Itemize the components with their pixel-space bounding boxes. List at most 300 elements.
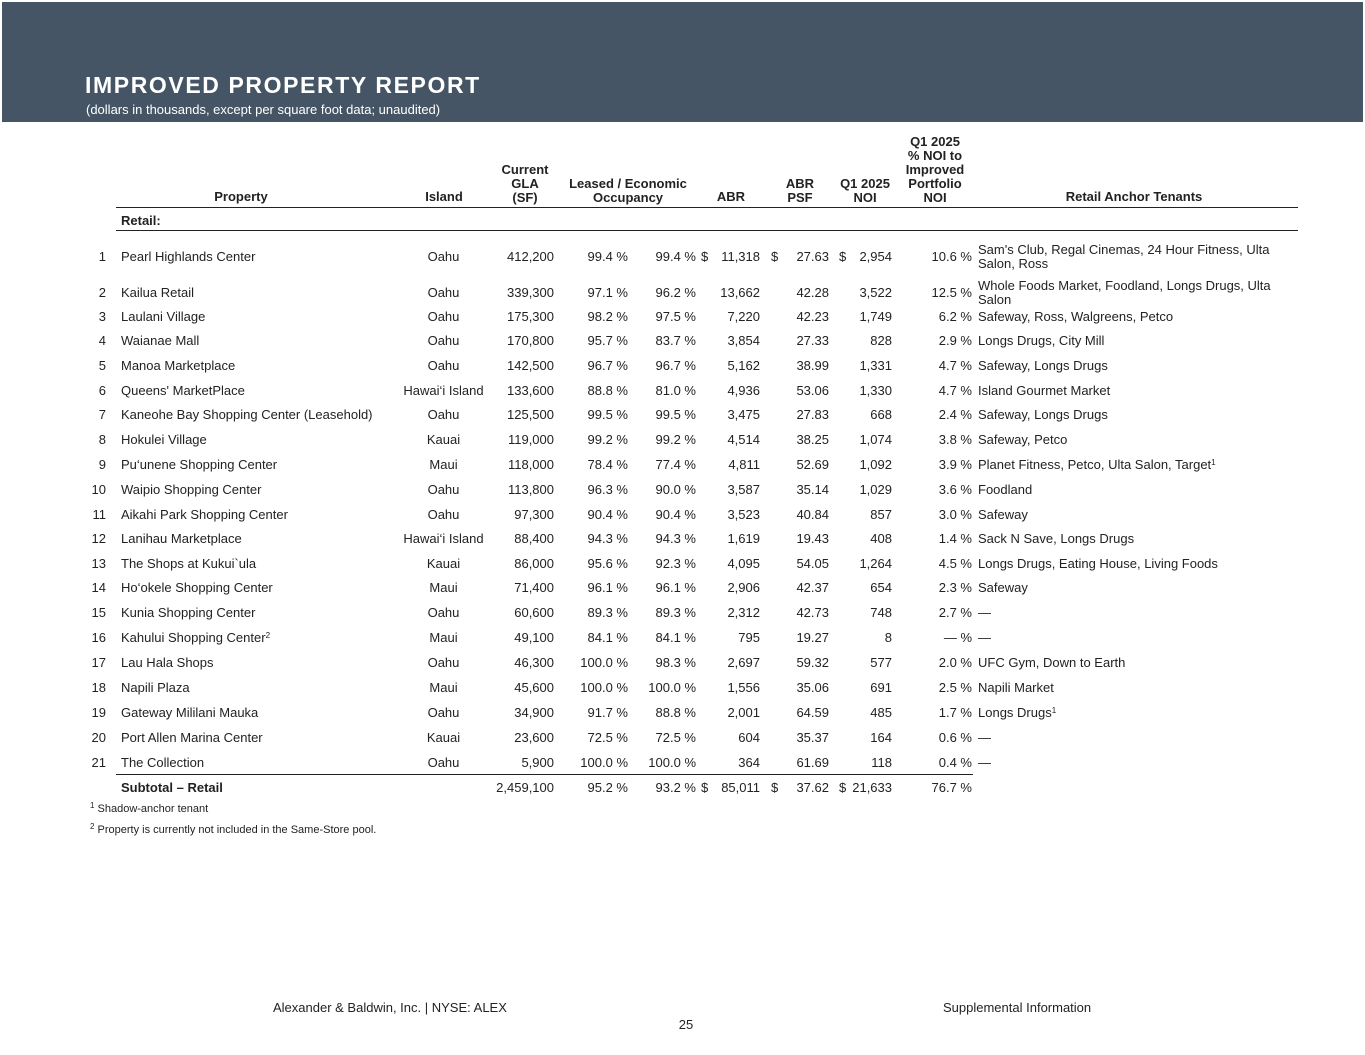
island-text: Oahu bbox=[427, 755, 460, 770]
row-number-text: 13 bbox=[91, 556, 106, 571]
header-abr-psf-line: ABR bbox=[785, 176, 815, 191]
noi-text: 577 bbox=[870, 655, 892, 670]
noi bbox=[846, 656, 892, 670]
economic-occupancy bbox=[630, 756, 696, 770]
economic-occupancy-text: 89.3 % bbox=[655, 605, 696, 620]
property-name bbox=[121, 310, 205, 324]
table-row bbox=[0, 756, 1365, 780]
leased-occupancy-text: 97.1 % bbox=[587, 285, 628, 300]
property-name bbox=[121, 706, 258, 720]
anchor-tenants bbox=[978, 656, 1296, 670]
anchor-tenants bbox=[978, 581, 1296, 595]
row-number bbox=[70, 756, 106, 770]
anchor-tenants-text: — bbox=[978, 755, 991, 770]
island-text: Maui bbox=[429, 630, 458, 645]
pct-noi bbox=[896, 508, 972, 522]
leased-occupancy-text: 99.4 % bbox=[587, 249, 628, 264]
noi-text: 485 bbox=[870, 705, 892, 720]
abr-text: 4,811 bbox=[728, 457, 760, 472]
gla bbox=[486, 458, 554, 472]
economic-occupancy bbox=[630, 334, 696, 348]
leased-occupancy-text: 94.3 % bbox=[587, 531, 628, 546]
pct-noi-text: 2.3 % bbox=[938, 580, 972, 595]
abr bbox=[708, 581, 760, 595]
island bbox=[396, 359, 491, 373]
gla bbox=[486, 508, 554, 522]
row-number bbox=[70, 433, 106, 447]
economic-occupancy bbox=[630, 532, 696, 546]
island bbox=[396, 681, 491, 695]
subtotal-abr: 85,011 bbox=[721, 780, 760, 795]
abr-text: 4,936 bbox=[727, 383, 760, 398]
anchor-tenants-text: — bbox=[978, 630, 991, 645]
property-name bbox=[121, 557, 256, 571]
leased-occupancy bbox=[560, 532, 628, 546]
property-name bbox=[121, 250, 255, 264]
anchor-tenants bbox=[978, 433, 1296, 447]
property-name-text: Queens' MarketPlace bbox=[121, 383, 245, 398]
abr-text: 1,556 bbox=[727, 680, 760, 695]
abr-psf-text: 38.25 bbox=[796, 432, 829, 447]
economic-occupancy-text: 98.3 % bbox=[655, 655, 696, 670]
table-row bbox=[0, 483, 1365, 507]
leased-occupancy-text: 96.3 % bbox=[587, 482, 628, 497]
noi bbox=[846, 508, 892, 522]
table-row bbox=[0, 384, 1365, 408]
abr-psf bbox=[778, 334, 829, 348]
gla-text: 170,800 bbox=[507, 333, 554, 348]
noi-text: 828 bbox=[870, 333, 892, 348]
property-name-text: Laulani Village bbox=[121, 309, 206, 324]
abr bbox=[708, 631, 760, 645]
gla bbox=[486, 384, 554, 398]
noi-dollar-text: $ bbox=[839, 249, 847, 264]
leased-occupancy bbox=[560, 250, 628, 264]
row-number-text: 17 bbox=[91, 655, 106, 670]
economic-occupancy bbox=[630, 631, 696, 645]
row-number bbox=[70, 731, 106, 745]
pct-noi-text: 4.7 % bbox=[938, 383, 972, 398]
pct-noi bbox=[896, 310, 972, 324]
property-name bbox=[121, 508, 288, 522]
abr-psf bbox=[778, 681, 829, 695]
island bbox=[396, 508, 491, 522]
abr-psf-text: 19.43 bbox=[796, 531, 829, 546]
island-text: Kauai bbox=[426, 556, 461, 571]
pct-noi bbox=[896, 681, 972, 695]
gla bbox=[486, 706, 554, 720]
leased-occupancy bbox=[560, 359, 628, 373]
abr bbox=[708, 458, 760, 472]
footnote-reference: 1 bbox=[1211, 458, 1216, 467]
row-number-text: 3 bbox=[98, 309, 106, 324]
island bbox=[396, 731, 491, 745]
leased-occupancy-text: 78.4 % bbox=[587, 457, 628, 472]
noi-text: 1,074 bbox=[859, 432, 892, 447]
row-number bbox=[70, 681, 106, 695]
noi bbox=[846, 334, 892, 348]
noi bbox=[846, 433, 892, 447]
abr-psf bbox=[778, 731, 829, 745]
table-row bbox=[0, 458, 1365, 482]
pct-noi-text: 0.6 % bbox=[938, 730, 972, 745]
pct-noi bbox=[896, 458, 972, 472]
gla-text: 23,600 bbox=[514, 730, 554, 745]
economic-occupancy bbox=[630, 606, 696, 620]
abr-text: 2,906 bbox=[727, 580, 760, 595]
noi-text: 691 bbox=[870, 680, 892, 695]
abr-psf-text: 27.83 bbox=[796, 407, 829, 422]
header-occupancy-line: Leased / Economic bbox=[569, 176, 687, 191]
anchor-tenants-text: — bbox=[978, 730, 991, 745]
abr-psf bbox=[778, 706, 829, 720]
gla bbox=[486, 756, 554, 770]
noi bbox=[846, 706, 892, 720]
abr-psf bbox=[778, 433, 829, 447]
anchor-tenants-text: Safeway, Petco bbox=[978, 432, 1068, 447]
noi-text: 668 bbox=[870, 407, 892, 422]
table-row bbox=[0, 581, 1365, 605]
leased-occupancy bbox=[560, 408, 628, 422]
leased-occupancy-text: 99.5 % bbox=[587, 407, 628, 422]
property-name bbox=[121, 483, 261, 497]
noi bbox=[846, 310, 892, 324]
leased-occupancy-text: 99.2 % bbox=[587, 432, 628, 447]
gla-text: 45,600 bbox=[514, 680, 554, 695]
abr bbox=[708, 286, 760, 300]
row-number-text: 2 bbox=[98, 285, 106, 300]
economic-occupancy-text: 92.3 % bbox=[655, 556, 696, 571]
leased-occupancy bbox=[560, 458, 628, 472]
anchor-tenants-text: Safeway bbox=[978, 580, 1028, 595]
table-row bbox=[0, 359, 1365, 383]
gla bbox=[486, 532, 554, 546]
leased-occupancy bbox=[560, 483, 628, 497]
anchor-tenants-text: Safeway, Longs Drugs bbox=[978, 407, 1108, 422]
pct-noi-text: 2.9 % bbox=[938, 333, 972, 348]
economic-occupancy-text: 99.2 % bbox=[655, 432, 696, 447]
island-text: Kauai bbox=[426, 730, 461, 745]
table-row bbox=[0, 731, 1365, 755]
gla bbox=[486, 557, 554, 571]
subtotal-row bbox=[0, 781, 1365, 805]
leased-occupancy bbox=[560, 557, 628, 571]
pct-noi-text: 3.6 % bbox=[938, 482, 972, 497]
header-noi-line: Q1 2025 bbox=[840, 176, 890, 191]
pct-noi-text: 10.6 % bbox=[931, 249, 972, 264]
abr bbox=[708, 606, 760, 620]
property-name bbox=[121, 606, 255, 620]
property-name-text: Port Allen Marina Center bbox=[121, 730, 263, 745]
row-number-text: 6 bbox=[98, 383, 106, 398]
noi bbox=[846, 557, 892, 571]
noi bbox=[846, 359, 892, 373]
economic-occupancy-text: 94.3 % bbox=[655, 531, 696, 546]
abr-text: 3,854 bbox=[727, 333, 760, 348]
abr-psf bbox=[778, 483, 829, 497]
abr bbox=[708, 756, 760, 770]
pct-noi-text: 3.8 % bbox=[938, 432, 972, 447]
abr-psf-text: 40.84 bbox=[796, 507, 829, 522]
leased-occupancy bbox=[560, 508, 628, 522]
footnote-reference: 1 bbox=[1051, 706, 1057, 715]
gla bbox=[486, 359, 554, 373]
abr bbox=[708, 557, 760, 571]
leased-occupancy-text: 98.2 % bbox=[587, 309, 628, 324]
row-number-text: 9 bbox=[98, 457, 106, 472]
gla-text: 119,000 bbox=[507, 432, 554, 447]
noi-text: 8 bbox=[884, 630, 892, 645]
abr-psf bbox=[778, 250, 829, 264]
table-row bbox=[0, 631, 1365, 655]
gla-text: 175,300 bbox=[507, 309, 554, 324]
island-text: Kauai bbox=[426, 432, 461, 447]
abr-psf-text: 64.59 bbox=[796, 705, 829, 720]
gla-text: 125,500 bbox=[507, 407, 554, 422]
gla-text: 71,400 bbox=[514, 580, 554, 595]
noi bbox=[846, 631, 892, 645]
abr-psf-text: 35.06 bbox=[796, 680, 829, 695]
property-name bbox=[121, 384, 245, 398]
abr bbox=[708, 334, 760, 348]
subtotal-label: Subtotal – Retail bbox=[121, 780, 223, 795]
anchor-tenants-text: Longs Drugs bbox=[978, 705, 1052, 720]
abr bbox=[708, 681, 760, 695]
row-number bbox=[70, 508, 106, 522]
abr-psf-text: 42.28 bbox=[796, 285, 829, 300]
anchor-tenants bbox=[978, 557, 1296, 571]
island bbox=[396, 606, 491, 620]
header-abr-psf bbox=[776, 177, 824, 205]
abr bbox=[708, 359, 760, 373]
island bbox=[396, 433, 491, 447]
abr-text: 2,001 bbox=[727, 705, 760, 720]
footnote-mark: 1 bbox=[90, 801, 95, 810]
row-number bbox=[70, 384, 106, 398]
table-row bbox=[0, 557, 1365, 581]
anchor-tenants bbox=[978, 243, 1296, 271]
property-name-text: Waianae Mall bbox=[121, 333, 200, 348]
gla-text: 49,100 bbox=[514, 630, 554, 645]
property-name-text: Ho‘okele Shopping Center bbox=[121, 580, 273, 595]
economic-occupancy-text: 90.4 % bbox=[655, 507, 696, 522]
abr-psf-text: 27.33 bbox=[796, 333, 829, 348]
property-name-text: Kaneohe Bay Shopping Center (Leasehold) bbox=[121, 407, 373, 422]
row-number bbox=[70, 581, 106, 595]
pct-noi-text: 6.2 % bbox=[938, 309, 972, 324]
gla bbox=[486, 334, 554, 348]
gla-text: 60,600 bbox=[514, 605, 554, 620]
row-number bbox=[70, 483, 106, 497]
row-number-text: 19 bbox=[91, 705, 106, 720]
subtotal-divider bbox=[116, 774, 973, 775]
island bbox=[396, 250, 491, 264]
property-name bbox=[121, 359, 235, 373]
footnote-mark: 2 bbox=[90, 822, 95, 831]
row-number bbox=[70, 334, 106, 348]
abr-psf-text: 35.14 bbox=[796, 482, 829, 497]
pct-noi bbox=[896, 532, 972, 546]
island-text: Oahu bbox=[427, 309, 460, 324]
anchor-tenants bbox=[978, 310, 1296, 324]
header-gla-line: GLA bbox=[511, 176, 539, 191]
anchor-tenants-text: Planet Fitness, Petco, Ulta Salon, Target bbox=[978, 457, 1212, 472]
abr bbox=[708, 408, 760, 422]
leased-occupancy bbox=[560, 681, 628, 695]
abr-psf-text: 42.73 bbox=[796, 605, 829, 620]
header-island: Island bbox=[425, 189, 463, 204]
economic-occupancy bbox=[630, 359, 696, 373]
abr bbox=[708, 656, 760, 670]
island bbox=[396, 458, 491, 472]
table-row bbox=[0, 433, 1365, 457]
leased-occupancy-text: 91.7 % bbox=[587, 705, 628, 720]
leased-occupancy-text: 90.4 % bbox=[587, 507, 628, 522]
abr-psf-text: 42.23 bbox=[796, 309, 829, 324]
header-pct-line: NOI bbox=[923, 190, 947, 205]
abr bbox=[708, 433, 760, 447]
island bbox=[396, 581, 491, 595]
property-name-text: The Collection bbox=[121, 755, 205, 770]
gla bbox=[486, 631, 554, 645]
abr-psf-text: 35.37 bbox=[796, 730, 829, 745]
abr-psf bbox=[778, 581, 829, 595]
noi-text: 1,092 bbox=[859, 457, 892, 472]
gla-text: 113,800 bbox=[507, 482, 554, 497]
row-number-text: 11 bbox=[92, 507, 106, 522]
abr-psf-text: 54.05 bbox=[796, 556, 829, 571]
header-gla bbox=[490, 163, 560, 205]
leased-occupancy bbox=[560, 310, 628, 324]
gla bbox=[486, 433, 554, 447]
abr-text: 604 bbox=[738, 730, 760, 745]
subtotal-abr-dollar: $ bbox=[701, 780, 709, 795]
economic-occupancy-text: 88.8 % bbox=[655, 705, 696, 720]
section-divider bbox=[116, 230, 1298, 231]
table-row bbox=[0, 408, 1365, 432]
abr-psf bbox=[778, 532, 829, 546]
anchor-tenants-text: Whole Foods Market, Foodland, Longs Drugs, Ulta Salon bbox=[978, 278, 1271, 307]
anchor-tenants bbox=[978, 408, 1296, 422]
economic-occupancy-text: 99.4 % bbox=[655, 249, 696, 264]
property-name bbox=[121, 731, 263, 745]
gla bbox=[486, 731, 554, 745]
economic-occupancy-text: 81.0 % bbox=[655, 383, 696, 398]
economic-occupancy bbox=[630, 731, 696, 745]
footer-company: Alexander & Baldwin, Inc. | NYSE: ALEX bbox=[273, 1000, 507, 1015]
pct-noi bbox=[896, 631, 972, 645]
leased-occupancy bbox=[560, 384, 628, 398]
gla bbox=[486, 483, 554, 497]
economic-occupancy bbox=[630, 483, 696, 497]
island-text: Maui bbox=[429, 580, 458, 595]
property-name bbox=[121, 581, 273, 595]
property-name bbox=[121, 631, 270, 645]
header-abr-psf-line: PSF bbox=[787, 190, 813, 205]
row-number-text: 14 bbox=[91, 580, 106, 595]
pct-noi bbox=[896, 581, 972, 595]
row-number bbox=[70, 606, 106, 620]
island-text: Oahu bbox=[427, 249, 460, 264]
economic-occupancy-text: 84.1 % bbox=[655, 630, 696, 645]
noi bbox=[846, 756, 892, 770]
island-text: Maui bbox=[429, 680, 458, 695]
leased-occupancy bbox=[560, 581, 628, 595]
section-label-retail: Retail: bbox=[121, 213, 161, 228]
noi-text: 118 bbox=[871, 755, 892, 770]
gla bbox=[486, 250, 554, 264]
leased-occupancy bbox=[560, 606, 628, 620]
noi bbox=[846, 286, 892, 300]
table-row bbox=[0, 278, 1365, 307]
header-occupancy-line: Occupancy bbox=[592, 190, 664, 205]
abr-psf-text: 19.27 bbox=[796, 630, 829, 645]
row-number-text: 18 bbox=[91, 680, 106, 695]
abr-psf bbox=[778, 557, 829, 571]
leased-occupancy bbox=[560, 631, 628, 645]
header-pct-line: Improved bbox=[905, 162, 965, 177]
pct-noi-text: 1.7 % bbox=[938, 705, 972, 720]
pct-noi-text: 4.5 % bbox=[938, 556, 972, 571]
table-row bbox=[0, 532, 1365, 556]
abr-psf bbox=[778, 286, 829, 300]
abr-psf-text: 53.06 bbox=[796, 383, 829, 398]
abr-text: 1,619 bbox=[727, 531, 760, 546]
economic-occupancy bbox=[630, 310, 696, 324]
pct-noi-text: 3.9 % bbox=[938, 457, 972, 472]
island-text: Oahu bbox=[427, 507, 460, 522]
economic-occupancy bbox=[630, 408, 696, 422]
anchor-tenants-text: Sack N Save, Longs Drugs bbox=[978, 531, 1135, 546]
property-name-text: Kahului Shopping Center bbox=[121, 630, 266, 645]
gla-text: 339,300 bbox=[507, 285, 554, 300]
property-name bbox=[121, 532, 242, 546]
noi-text: 1,264 bbox=[859, 556, 892, 571]
leased-occupancy bbox=[560, 706, 628, 720]
gla bbox=[486, 656, 554, 670]
row-number bbox=[70, 656, 106, 670]
abr-text: 7,220 bbox=[727, 309, 760, 324]
economic-occupancy bbox=[630, 250, 696, 264]
anchor-tenants-text: Longs Drugs, Eating House, Living Foods bbox=[978, 556, 1218, 571]
leased-occupancy bbox=[560, 756, 628, 770]
abr-text: 4,514 bbox=[727, 432, 760, 447]
island-text: Maui bbox=[429, 457, 458, 472]
abr-psf bbox=[778, 408, 829, 422]
noi-text: 408 bbox=[870, 531, 892, 546]
abr bbox=[708, 384, 760, 398]
abr-psf bbox=[778, 606, 829, 620]
subtotal-economic: 93.2 % bbox=[655, 780, 696, 795]
noi-text: 3,522 bbox=[859, 285, 892, 300]
abr-psf bbox=[778, 631, 829, 645]
leased-occupancy-text: 96.7 % bbox=[587, 358, 628, 373]
abr-psf-text: 38.99 bbox=[796, 358, 829, 373]
abr-psf bbox=[778, 359, 829, 373]
island bbox=[396, 483, 491, 497]
subtotal-gla: 2,459,100 bbox=[496, 780, 554, 795]
island bbox=[396, 408, 491, 422]
gla-text: 133,600 bbox=[507, 383, 554, 398]
abr-text: 13,662 bbox=[720, 285, 760, 300]
table-row bbox=[0, 656, 1365, 680]
leased-occupancy bbox=[560, 334, 628, 348]
noi-text: 2,954 bbox=[859, 249, 892, 264]
gla-text: 142,500 bbox=[507, 358, 554, 373]
abr-text: 3,475 bbox=[727, 407, 760, 422]
economic-occupancy bbox=[630, 681, 696, 695]
row-number bbox=[70, 532, 106, 546]
